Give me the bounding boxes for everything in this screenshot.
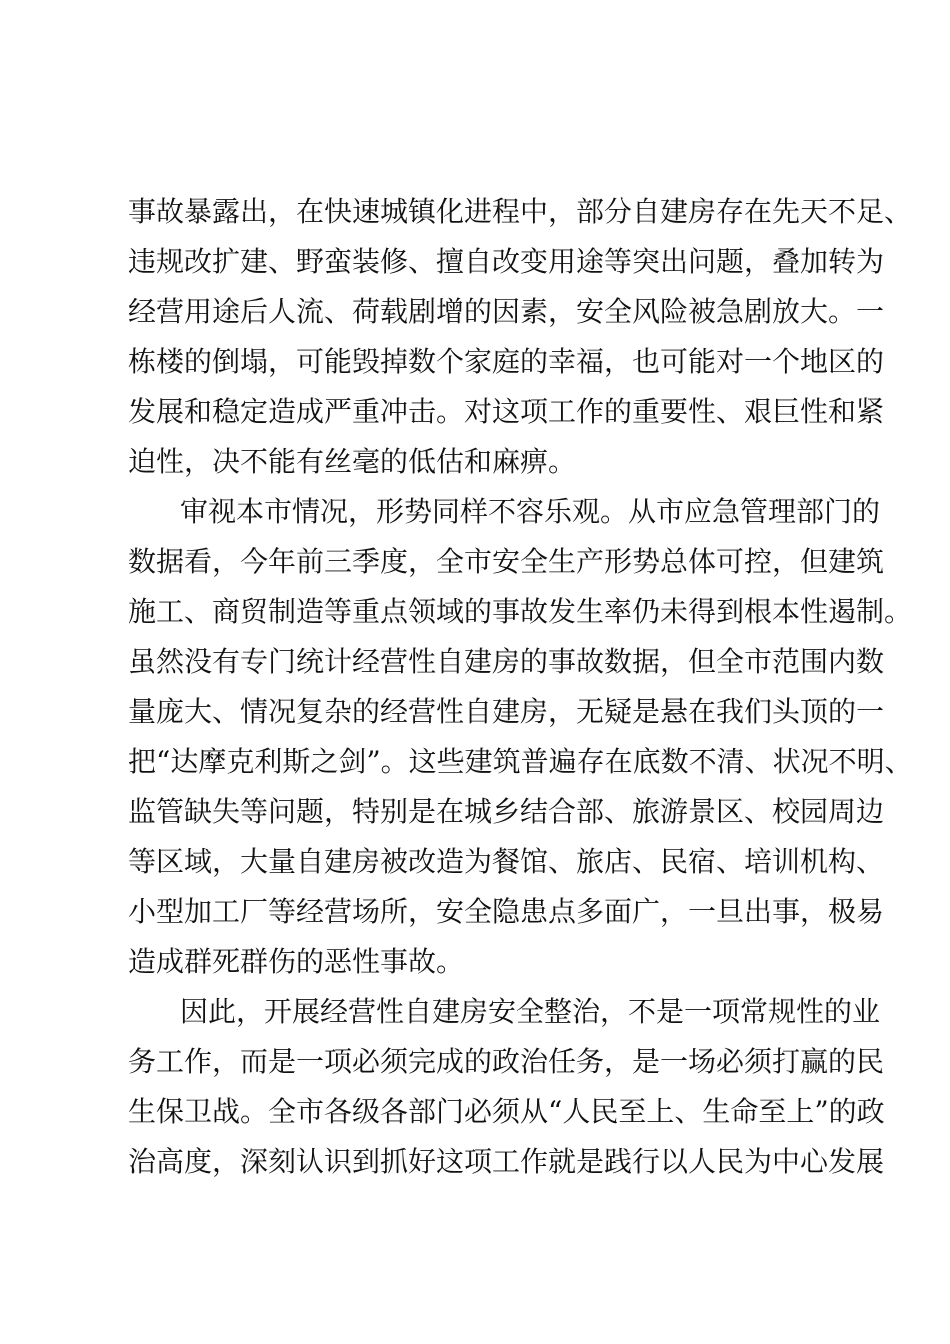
paragraph-3-line-1: 因此，开展经营性自建房安全整治，不是一项常规性的业 — [180, 995, 881, 1028]
paragraph-1-line-4: 栋楼的倒塌，可能毁掉数个家庭的幸福，也可能对一个地区的 — [128, 345, 885, 378]
paragraph-2-line-10: 造成群死群伤的恶性事故。 — [128, 945, 465, 978]
paragraph-2-line-8: 等区域，大量自建房被改造为餐馆、旅店、民宿、培训机构、 — [128, 845, 885, 878]
paragraph-3-line-4: 治高度，深刻认识到抓好这项工作就是践行以人民为中心发展 — [128, 1145, 885, 1178]
paragraph-2-line-6: 把“达摩克利斯之剑”。这些建筑普遍存在底数不清、状况不明、 — [128, 745, 913, 778]
paragraph-1-line-2: 违规改扩建、野蛮装修、擅自改变用途等突出问题，叠加转为 — [128, 245, 885, 278]
paragraph-2-line-7: 监管缺失等问题，特别是在城乡结合部、旅游景区、校园周边 — [128, 795, 885, 828]
paragraph-1-line-5: 发展和稳定造成严重冲击。对这项工作的重要性、艰巨性和紧 — [128, 395, 885, 428]
paragraph-2-line-9: 小型加工厂等经营场所，安全隐患点多面广，一旦出事，极易 — [128, 895, 885, 928]
paragraph-2-line-5: 量庞大、情况复杂的经营性自建房，无疑是悬在我们头顶的一 — [128, 695, 885, 728]
paragraph-1-line-6: 迫性，决不能有丝毫的低估和麻痹。 — [128, 445, 577, 478]
paragraph-2-line-1: 审视本市情况，形势同样不容乐观。从市应急管理部门的 — [180, 495, 881, 528]
paragraph-2-line-4: 虽然没有专门统计经营性自建房的事故数据，但全市范围内数 — [128, 645, 885, 678]
document-body — [128, 187, 913, 1187]
paragraph-1-line-3: 经营用途后人流、荷载剧增的因素，安全风险被急剧放大。一 — [128, 295, 885, 328]
paragraph-2-line-2: 数据看，今年前三季度，全市安全生产形势总体可控，但建筑 — [128, 545, 885, 578]
paragraph-1-line-1: 事故暴露出，在快速城镇化进程中，部分自建房存在先天不足、 — [128, 195, 913, 228]
paragraph-2-line-3: 施工、商贸制造等重点领域的事故发生率仍未得到根本性遏制。 — [128, 595, 913, 628]
paragraph-3-line-3: 生保卫战。全市各级各部门必须从“人民至上、生命至上”的政 — [128, 1095, 885, 1128]
paragraph-3-line-2: 务工作，而是一项必须完成的政治任务，是一场必须打赢的民 — [128, 1045, 885, 1078]
